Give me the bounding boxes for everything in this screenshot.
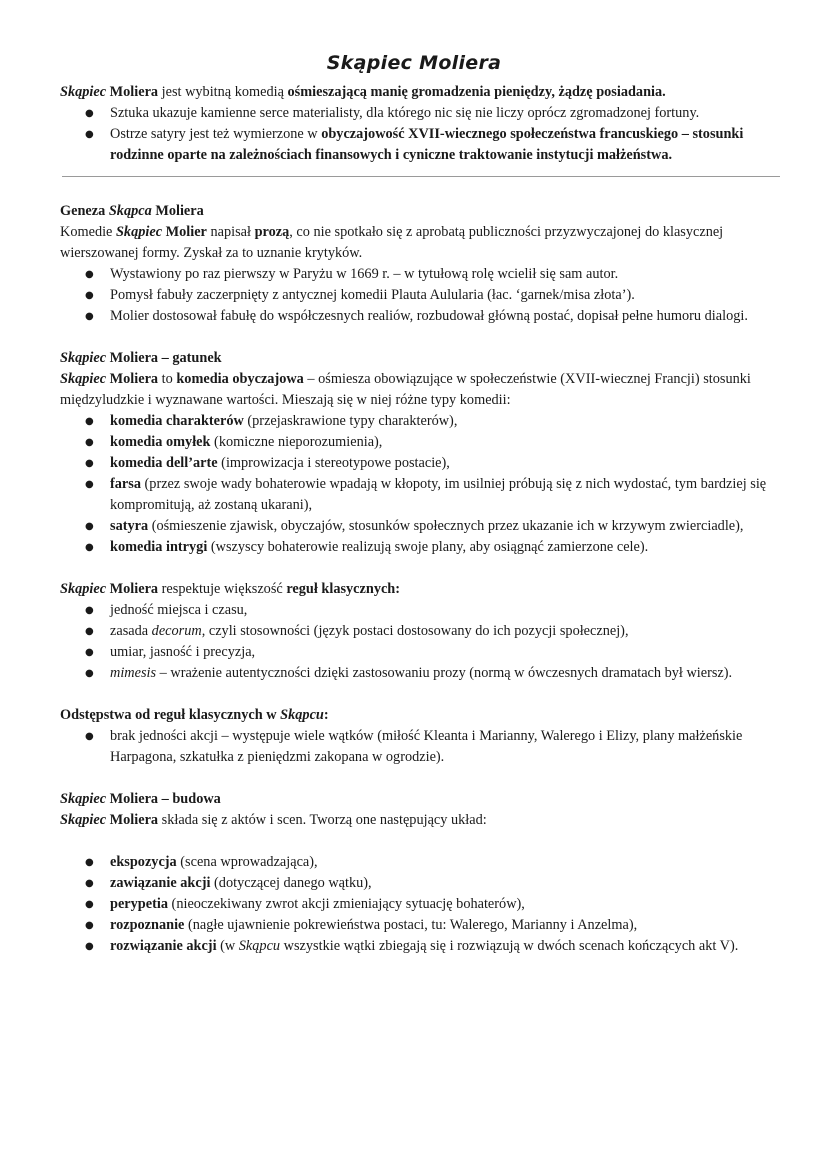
budowa-list <box>60 852 780 957</box>
list-item: ● Sztuka ukazuje kamienne serce materialisty, dla którego nic się nie liczy oprócz zgromadzonej fortuny. <box>110 103 780 124</box>
list-item: ● rozpoznanie (nagłe ujawnienie pokrewieństwa postaci, tu: Walerego, Marianny i Anzelma), <box>110 915 780 936</box>
section-heading-gatunek: Skąpiec Moliera – gatunek <box>60 350 222 366</box>
page-title: Skąpiec Moliera <box>326 52 502 74</box>
list-item: ● umiar, jasność i precyzja, <box>110 642 780 663</box>
intro-paragraph: Skąpiec Moliera jest wybitną komedią ośmieszającą manię gromadzenia pieniędzy, żądzę posiadania. <box>60 84 666 100</box>
intro-list <box>60 103 780 166</box>
section-heading-odstepstwa: Odstępstwa od reguł klasycznych w Skąpcu: <box>60 707 329 723</box>
odstepstwa-list <box>60 726 780 768</box>
list-item: ● Ostrze satyry jest też wymierzone w obyczajowość XVII-wiecznego społeczeństwa francuskiego – stosunki rodzinne oparte na zależnościach finansowych i cyniczne traktowanie instytucji małżeństwa. <box>110 124 780 166</box>
list-item: ● komedia intrygi (wszyscy bohaterowie realizują swoje plany, aby osiągnąć zamierzone cele). <box>110 537 780 558</box>
budowa-paragraph: Skąpiec Moliera składa się z aktów i scen. Tworzą one następujący układ: <box>60 812 487 828</box>
section-heading-geneza: Geneza Skąpca Moliera <box>60 203 204 219</box>
gatunek-list <box>60 411 780 558</box>
list-item: ● komedia omyłek (komiczne nieporozumienia), <box>110 432 780 453</box>
list-item: ● Molier dostosował fabułę do współczesnych realiów, rozbudował główną postać, dopisał pełne humoru dialogi. <box>110 306 780 327</box>
geneza-paragraph: Komedie Skąpiec Molier napisał prozą, co nie spotkało się z aprobatą publiczności przyzwyczajonej do klasycznej wierszowanej formy. Zyskał za to uznanie krytyków. <box>60 224 724 261</box>
reguly-list <box>60 600 780 684</box>
document-body <box>60 82 780 957</box>
horizontal-divider <box>62 176 780 177</box>
list-item: ● rozwiązanie akcji (w Skąpcu wszystkie wątki zbiegają się i rozwiązują w dwóch scenach kończących akt V). <box>110 936 780 957</box>
list-item: ● Pomysł fabuły zaczerpnięty z antycznej komedii Plauta Aulularia (łac. ‘garnek/misa złota’). <box>110 285 780 306</box>
list-item: ● farsa (przez swoje wady bohaterowie wpadają w kłopoty, im usilniej próbują się z nich wydostać, tym bardziej się kompromitują, aż zostaną ukarani), <box>110 474 780 516</box>
section-heading-budowa: Skąpiec Moliera – budowa <box>60 791 221 807</box>
list-item: ● zasada decorum, czyli stosowności (język postaci dostosowany do ich pozycji społecznej), <box>110 621 780 642</box>
geneza-list <box>60 264 780 327</box>
list-item: ● mimesis – wrażenie autentyczności dzięki zastosowaniu prozy (normą w ówczesnych dramatach był wiersz). <box>110 663 780 684</box>
reguly-paragraph: Skąpiec Moliera respektuje większość reguł klasycznych: <box>60 581 401 597</box>
list-item: ● perypetia (nieoczekiwany zwrot akcji zmieniający sytuację bohaterów), <box>110 894 780 915</box>
list-item: ● ekspozycja (scena wprowadzająca), <box>110 852 780 873</box>
list-item: ● komedia dell’arte (improwizacja i stereotypowe postacie), <box>110 453 780 474</box>
list-item: ● jedność miejsca i czasu, <box>110 600 780 621</box>
list-item: ● Wystawiony po raz pierwszy w Paryżu w 1669 r. – w tytułową rolę wcielił się sam autor. <box>110 264 780 285</box>
list-item: ● zawiązanie akcji (dotyczącej danego wątku), <box>110 873 780 894</box>
list-item: ● brak jedności akcji – występuje wiele wątków (miłość Kleanta i Marianny, Walerego i Elizy, plany małżeńskie Harpagona, szkatułka z pieniędzmi zakopana w ogrodzie). <box>110 726 780 768</box>
list-item: ● komedia charakterów (przejaskrawione typy charakterów), <box>110 411 780 432</box>
gatunek-paragraph: Skąpiec Moliera to komedia obyczajowa – ośmiesza obowiązujące w społeczeństwie (XVII-wiecznej Francji) stosunki międzyludzkie i wyznawane wartości. Mieszają się w niej różne typy komedii: <box>60 371 751 408</box>
list-item: ● satyra (ośmieszenie zjawisk, obyczajów, stosunków społecznych przez ukazanie ich w krzywym zwierciadle), <box>110 516 780 537</box>
